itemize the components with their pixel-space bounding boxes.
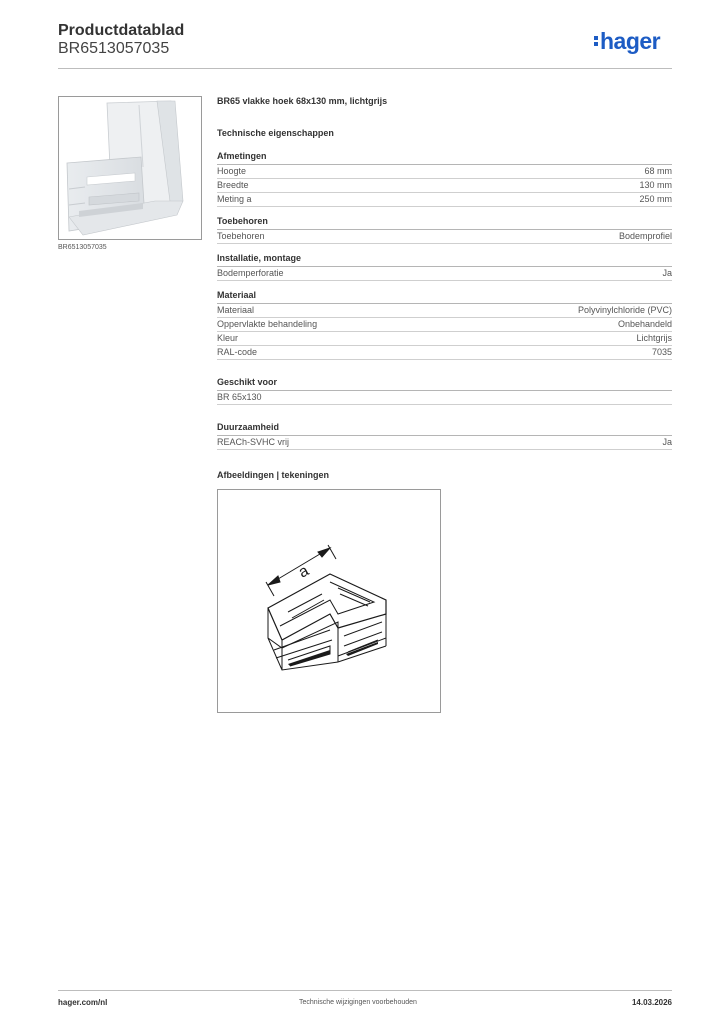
spec-row [217, 346, 672, 360]
spec-row [217, 230, 672, 244]
spec-row [217, 391, 672, 405]
spec-label: Toebehoren [217, 231, 265, 241]
section-geschikt-voor [217, 377, 672, 405]
spec-content [217, 96, 672, 713]
footer-date: 14.03.2026 [631, 998, 672, 1007]
hager-logo [594, 28, 660, 55]
spec-label: REACh-SVHC vrij [217, 437, 290, 447]
tech-properties-title: Technische eigenschappen [217, 128, 334, 138]
spec-value: 68 mm [644, 166, 672, 176]
product-photo [58, 96, 202, 240]
footer-website-link[interactable]: hager.com/nl [58, 998, 108, 1007]
spec-row [217, 179, 672, 193]
section-materiaal [217, 290, 672, 360]
spec-value: Onbehandeld [617, 319, 672, 329]
logo-dots-icon [594, 34, 598, 48]
spec-label: Bodemperforatie [217, 268, 284, 278]
spec-value: 130 mm [639, 180, 672, 190]
section-title: Materiaal [217, 290, 672, 304]
spec-label: Kleur [217, 333, 239, 343]
section-title: Duurzaamheid [217, 422, 672, 436]
spec-label: BR 65x130 [217, 392, 262, 402]
footer-divider [58, 990, 672, 991]
section-installatie [217, 253, 672, 281]
corner-drawing [218, 490, 440, 712]
product-photo-illustration [59, 97, 201, 239]
spec-label: Breedte [217, 180, 249, 190]
spec-row [217, 318, 672, 332]
section-title: Installatie, montage [217, 253, 672, 267]
product-code: BR6513057035 [58, 40, 170, 57]
spec-value: Polyvinylchloride (PVC) [577, 305, 672, 315]
spec-value: Bodemprofiel [618, 231, 672, 241]
spec-value: Ja [662, 437, 672, 447]
section-title: Toebehoren [217, 216, 672, 230]
spec-label: Oppervlakte behandeling [217, 319, 318, 329]
spec-label: RAL-code [217, 347, 258, 357]
photo-caption: BR6513057035 [58, 244, 107, 251]
page-title: Productdatablad [58, 22, 185, 39]
section-toebehoren [217, 216, 672, 244]
logo-text: hager [600, 28, 661, 54]
spec-label: Meting a [217, 194, 252, 204]
images-title: Afbeeldingen | tekeningen [217, 470, 330, 480]
section-title: Afmetingen [217, 151, 672, 165]
spec-row [217, 165, 672, 179]
spec-row [217, 267, 672, 281]
spec-row [217, 304, 672, 318]
section-duurzaamheid [217, 422, 672, 450]
spec-label: Materiaal [217, 305, 255, 315]
spec-row [217, 436, 672, 450]
section-afmetingen [217, 151, 672, 207]
spec-row [217, 332, 672, 346]
spec-value: 7035 [651, 347, 672, 357]
spec-value: 250 mm [639, 194, 672, 204]
spec-row [217, 193, 672, 207]
spec-label: Hoogte [217, 166, 247, 176]
section-title: Geschikt voor [217, 377, 672, 391]
dimension-label: a [295, 562, 312, 582]
spec-value: Ja [662, 268, 672, 278]
product-title: BR65 vlakke hoek 68x130 mm, lichtgrijs [217, 96, 388, 106]
spec-value: Lichtgrijs [636, 333, 672, 343]
technical-drawing [217, 489, 441, 713]
footer-disclaimer: Technische wijzigingen voorbehouden [299, 999, 417, 1006]
header-divider [58, 68, 672, 69]
